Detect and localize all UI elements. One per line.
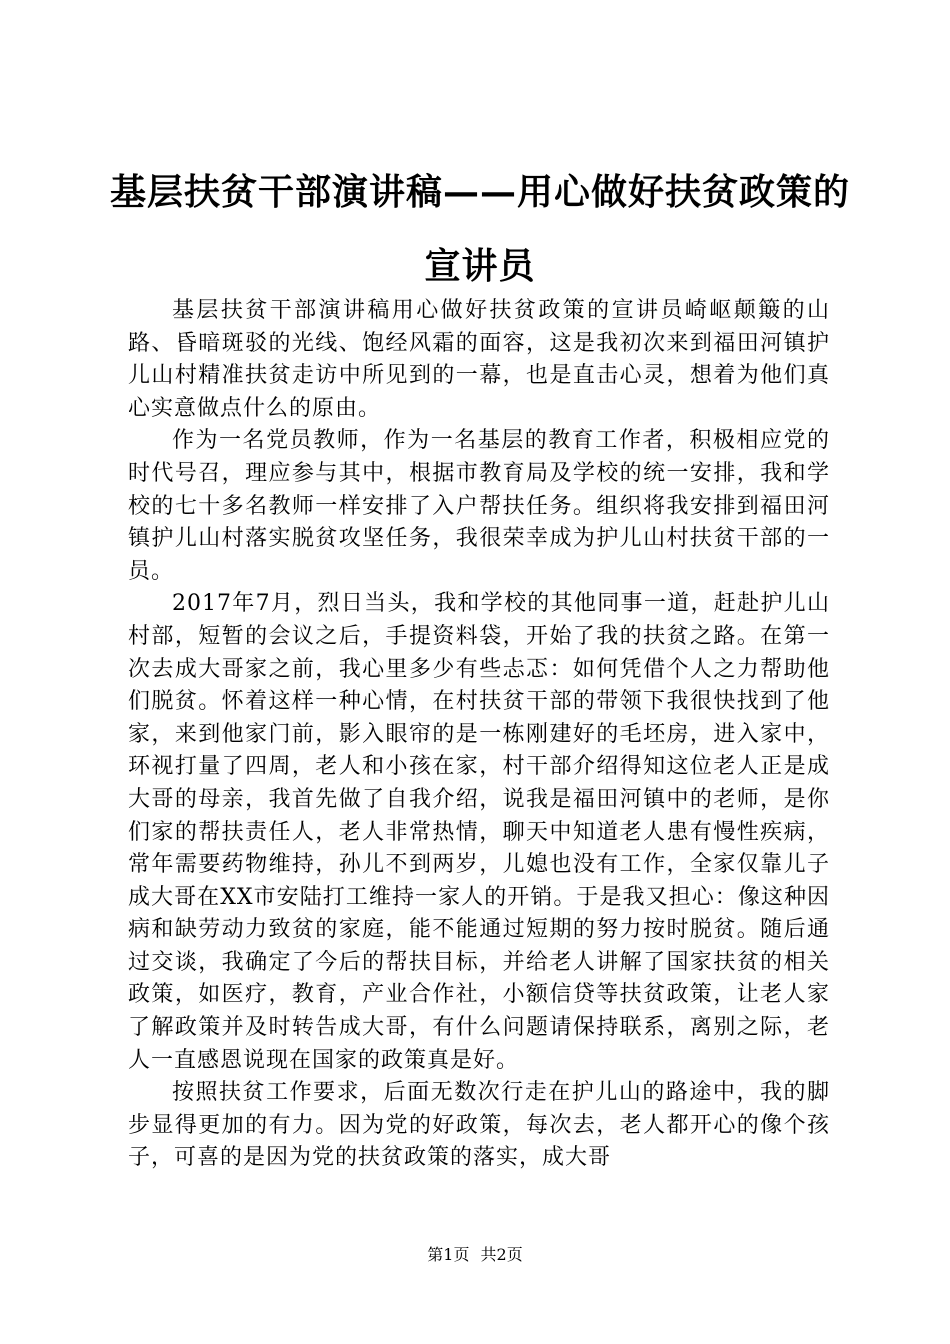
paragraph: 2017年7月，烈日当头，我和学校的其他同事一道，赶赴护儿山村部，短暂的会议之后，手提资料袋，开始了我的扶贫之路。在第一次去成大哥家之前，我心里多少有些忐忑：如何凭借个人之力帮助他们脱贫。怀着这样一种心情，在村扶贫干部的带领下我很快找到了他家，来到他家门前，影入眼帘的是一栋刚建好的毛坯房，进入家中，环视打量了四周，老人和小孩在家，村干部介绍得知这位老人正是成大哥的母亲，我首先做了自我介绍，说我是福田河镇中的老师，是你们家的帮扶责任人，老人非常热情，聊天中知道老人患有慢性疾病，常年需要药物维持，孙儿不到两岁，儿媳也没有工作，全家仅靠儿子成大哥在XX市安陆打工维持一家人的开销。于是我又担心：像这种因病和缺劳动力致贫的家庭，能不能通过短期的努力按时脱贫。随后通过交谈，我确定了今后的帮扶目标，并给老人讲解了国家扶贫的相关政策，如医疗，教育，产业合作社，小额信贷等扶贫政策，让老人家了解政策并及时转告成大哥，有什么问题请保持联系，离别之际，老人一直感恩说现在国家的政策真是好。: [128, 591, 830, 1073]
paragraph: 作为一名党员教师，作为一名基层的教育工作者，积极相应党的时代号召，理应参与其中，根据市教育局及学校的统一安排，我和学校的七十多名教师一样安排了入户帮扶任务。组织将我安排到福田河镇护儿山村落实脱贫攻坚任务，我很荣幸成为护儿山村扶贫干部的一员。: [128, 428, 830, 584]
page-footer: [0, 1244, 950, 1266]
page-total: 共2页: [480, 1245, 523, 1264]
page-number: 第1页: [427, 1245, 470, 1264]
paragraph: 按照扶贫工作要求，后面无数次行走在护儿山的路途中，我的脚步显得更加的有力。因为党的好政策，每次去，老人都开心的像个孩子，可喜的是因为党的扶贫政策的落实，成大哥: [128, 1080, 830, 1171]
document-title: 基层扶贫干部演讲稿——用心做好扶贫政策的宣讲员: [110, 171, 851, 287]
document-body: [128, 295, 830, 1175]
paragraph: 基层扶贫干部演讲稿用心做好扶贫政策的宣讲员崎岖颠簸的山路、昏暗斑驳的光线、饱经风霜的面容，这是我初次来到福田河镇护儿山村精准扶贫走访中所见到的一幕，也是直击心灵，想着为他们真心实意做点什么的原由。: [128, 298, 830, 421]
